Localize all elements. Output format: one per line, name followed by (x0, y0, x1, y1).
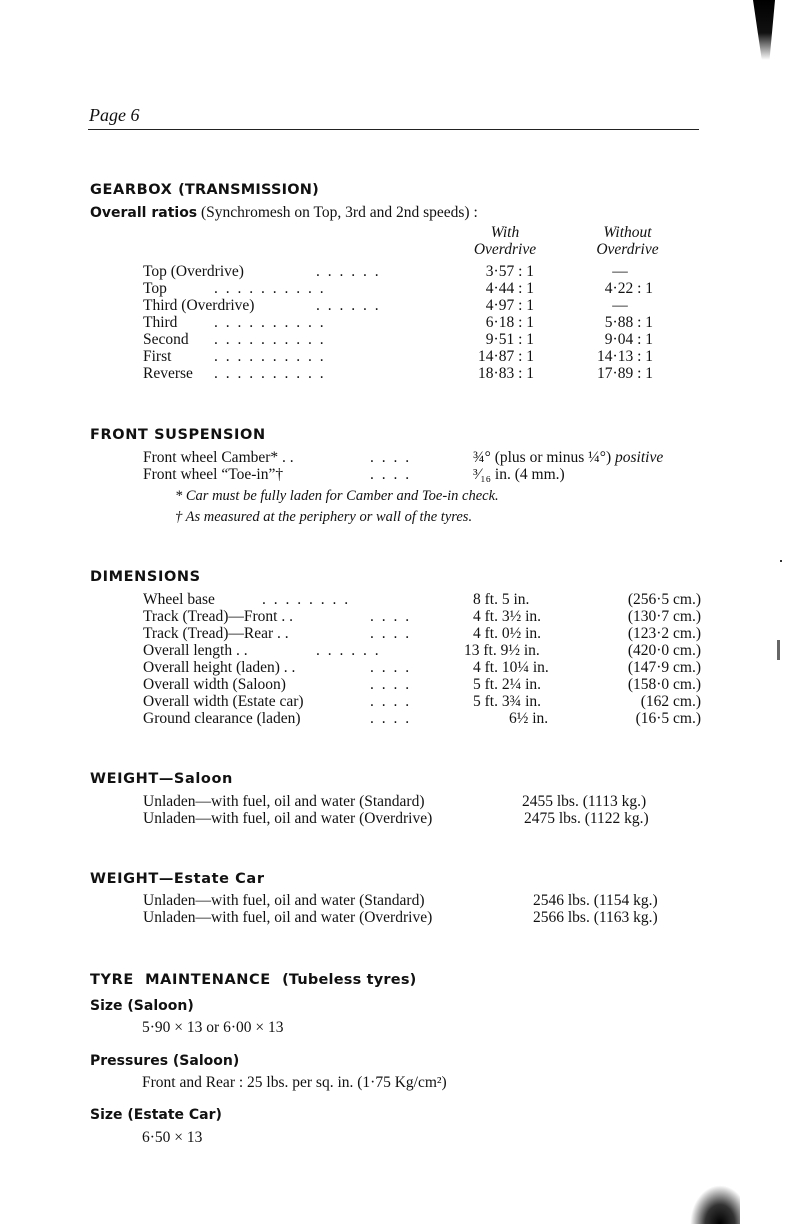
leader-dots: . . . . (370, 449, 412, 466)
dimension-imperial: 13 ft. 9½ in. (464, 642, 540, 659)
weight-label: Unladen—with fuel, oil and water (Standard) (143, 892, 425, 909)
dimension-label: Track (Tread)—Front . . (143, 608, 293, 625)
ratio-with-overdrive: 18·83 : 1 (478, 365, 534, 382)
gearbox-heading (90, 182, 319, 198)
col-header-without-line1: Without (603, 224, 652, 241)
weight-value: 2566 lbs. (1163 kg.) (533, 909, 658, 926)
dimension-imperial: 4 ft. 10¼ in. (473, 659, 549, 676)
weight-value: 2475 lbs. (1122 kg.) (524, 810, 649, 827)
dimension-label: Wheel base (143, 591, 215, 608)
camber-suffix: positive (615, 449, 664, 466)
table-row (0, 693, 800, 710)
ratio-with-overdrive: 4·97 : 1 (485, 297, 534, 314)
scan-smudge-bottom (690, 1185, 740, 1224)
dimension-imperial: 6½ in. (509, 710, 549, 727)
table-row (0, 365, 800, 382)
weight-value: 2546 lbs. (1154 kg.) (533, 892, 658, 909)
gearbox-heading-sub: (TRANSMISSION) (178, 182, 319, 198)
table-row (0, 810, 800, 827)
dimension-metric: (256·5 cm.) (627, 591, 701, 608)
ratio-without-overdrive: 14·13 : 1 (597, 348, 653, 365)
col-header-without-overdrive (585, 224, 670, 258)
ratio-without-overdrive: — (612, 263, 628, 280)
table-row (0, 314, 800, 331)
scan-speck (780, 560, 782, 562)
leader-dots: . . . . . . (316, 297, 381, 314)
dimension-metric: (162 cm.) (640, 693, 701, 710)
ratio-without-overdrive: 9·04 : 1 (604, 331, 653, 348)
weight-value: 2455 lbs. (1113 kg.) (522, 793, 647, 810)
table-row (0, 348, 800, 365)
overall-ratios-line (90, 204, 478, 222)
leader-dots: . . . . . . . . . . (214, 331, 326, 348)
dimension-label: Overall width (Saloon) (143, 676, 286, 693)
dimension-imperial: 5 ft. 3¾ in. (473, 693, 542, 710)
tyre-size-saloon-value: 5·90 × 13 or 6·00 × 13 (142, 1019, 284, 1036)
ratio-with-overdrive: 6·18 : 1 (485, 314, 534, 331)
col-header-with-line1: With (490, 224, 520, 241)
leader-dots: . . . . (370, 659, 412, 676)
dimension-label: Ground clearance (laden) (143, 710, 301, 727)
table-row (0, 710, 800, 727)
col-header-without-line2: Overdrive (596, 241, 659, 258)
dimension-imperial: 4 ft. 0½ in. (473, 625, 542, 642)
gear-name: Top (143, 280, 167, 297)
ratio-with-overdrive: 4·44 : 1 (485, 280, 534, 297)
dimension-metric: (16·5 cm.) (635, 710, 701, 727)
tyre-size-saloon-label: Size (Saloon) (90, 998, 194, 1014)
ratio-without-overdrive: 17·89 : 1 (597, 365, 653, 382)
dimension-imperial: 8 ft. 5 in. (473, 591, 530, 608)
gear-name: First (143, 348, 172, 365)
leader-dots: . . . . . . (316, 263, 381, 280)
overall-ratios-label: Overall ratios (90, 205, 198, 221)
ratio-without-overdrive: 5·88 : 1 (604, 314, 653, 331)
dimension-metric: (123·2 cm.) (627, 625, 701, 642)
tyre-pressures-saloon-label: Pressures (Saloon) (90, 1053, 240, 1069)
dimension-imperial: 4 ft. 3½ in. (473, 608, 542, 625)
footnote-camber: * Car must be fully laden for Camber and Toe-in check. (175, 488, 499, 504)
dimensions-heading: DIMENSIONS (90, 569, 201, 585)
table-row (0, 591, 800, 608)
table-row (0, 625, 800, 642)
tyre-size-estate-value: 6·50 × 13 (142, 1129, 203, 1146)
leader-dots: . . . . . . (316, 642, 381, 659)
dimension-metric: (158·0 cm.) (627, 676, 701, 693)
page-number: Page 6 (89, 105, 140, 125)
ratio-without-overdrive: — (612, 297, 628, 314)
ratio-with-overdrive: 14·87 : 1 (478, 348, 534, 365)
dimension-label: Overall height (laden) . . (143, 659, 296, 676)
leader-dots: . . . . . . . . . . (214, 280, 326, 297)
leader-dots: . . . . (370, 466, 412, 483)
overall-ratios-note: (Synchromesh on Top, 3rd and 2nd speeds) : (201, 204, 478, 221)
ratio-without-overdrive: 4·22 : 1 (604, 280, 653, 297)
tyre-heading-sub: (Tubeless tyres) (282, 972, 417, 988)
table-row (0, 280, 800, 297)
scan-smudge-top (753, 0, 775, 60)
table-row (0, 608, 800, 625)
leader-dots: . . . . (370, 693, 412, 710)
footnote-toe-in: † As measured at the periphery or wall of the tyres. (175, 509, 473, 525)
table-row (0, 263, 800, 280)
table-row (0, 297, 800, 314)
leader-dots: . . . . . . . . . . (214, 365, 326, 382)
table-row (0, 331, 800, 348)
leader-dots: . . . . . . . . . . (214, 348, 326, 365)
header-rule (88, 129, 699, 130)
table-row (0, 466, 800, 483)
weight-label: Unladen—with fuel, oil and water (Standard) (143, 793, 425, 810)
dimension-imperial: 5 ft. 2¼ in. (473, 676, 542, 693)
gear-name: Top (Overdrive) (143, 263, 244, 280)
ratio-with-overdrive: 3·57 : 1 (485, 263, 534, 280)
table-row (0, 909, 800, 926)
dimension-label: Track (Tread)—Rear . . (143, 625, 289, 642)
leader-dots: . . . . (370, 608, 412, 625)
spec-value (473, 449, 663, 467)
dimension-label: Overall length . . (143, 642, 248, 659)
gear-name: Third (143, 314, 178, 331)
dimension-label: Overall width (Estate car) (143, 693, 304, 710)
tyre-maintenance-heading (90, 972, 416, 988)
col-header-with-line2: Overdrive (473, 241, 537, 258)
dimension-metric: (420·0 cm.) (627, 642, 701, 659)
table-row (0, 676, 800, 693)
weight-label: Unladen—with fuel, oil and water (Overdrive) (143, 810, 433, 827)
leader-dots: . . . . . . . . . . (214, 314, 326, 331)
ratio-with-overdrive: 9·51 : 1 (485, 331, 534, 348)
spec-label: Front wheel Camber* . . (143, 449, 294, 466)
table-row (0, 892, 800, 909)
gear-name: Third (Overdrive) (143, 297, 255, 314)
table-row (0, 642, 800, 659)
gear-name: Reverse (143, 365, 193, 382)
leader-dots: . . . . (370, 710, 412, 727)
dimension-metric: (130·7 cm.) (627, 608, 701, 625)
spec-value: ³⁄₁₆ in. (4 mm.) (473, 466, 565, 483)
spec-label: Front wheel “Toe-in”† (143, 466, 284, 483)
weight-saloon-heading (90, 771, 233, 787)
weight-estate-heading: WEIGHT—Estate Car (90, 871, 265, 887)
tyre-pressures-saloon-value: Front and Rear : 25 lbs. per sq. in. (1·75 Kg/cm²) (142, 1074, 447, 1091)
gearbox-heading-main: GEARBOX (90, 182, 173, 198)
col-header-with-overdrive (465, 224, 545, 258)
leader-dots: . . . . (370, 625, 412, 642)
table-row (0, 659, 800, 676)
dimension-metric: (147·9 cm.) (627, 659, 701, 676)
table-row (0, 793, 800, 810)
leader-dots: . . . . . . . . (262, 591, 351, 608)
camber-value: ¾° (plus or minus ¼°) (473, 449, 612, 466)
gear-name: Second (143, 331, 189, 348)
tyre-size-estate-label: Size (Estate Car) (90, 1107, 222, 1123)
tyre-heading-main: TYRE MAINTENANCE (90, 972, 271, 988)
leader-dots: . . . . (370, 676, 412, 693)
table-row (0, 449, 800, 466)
weight-label: Unladen—with fuel, oil and water (Overdrive) (143, 909, 433, 926)
weight-saloon-heading-text: WEIGHT—Saloon (90, 771, 233, 787)
front-suspension-heading: FRONT SUSPENSION (90, 427, 266, 443)
